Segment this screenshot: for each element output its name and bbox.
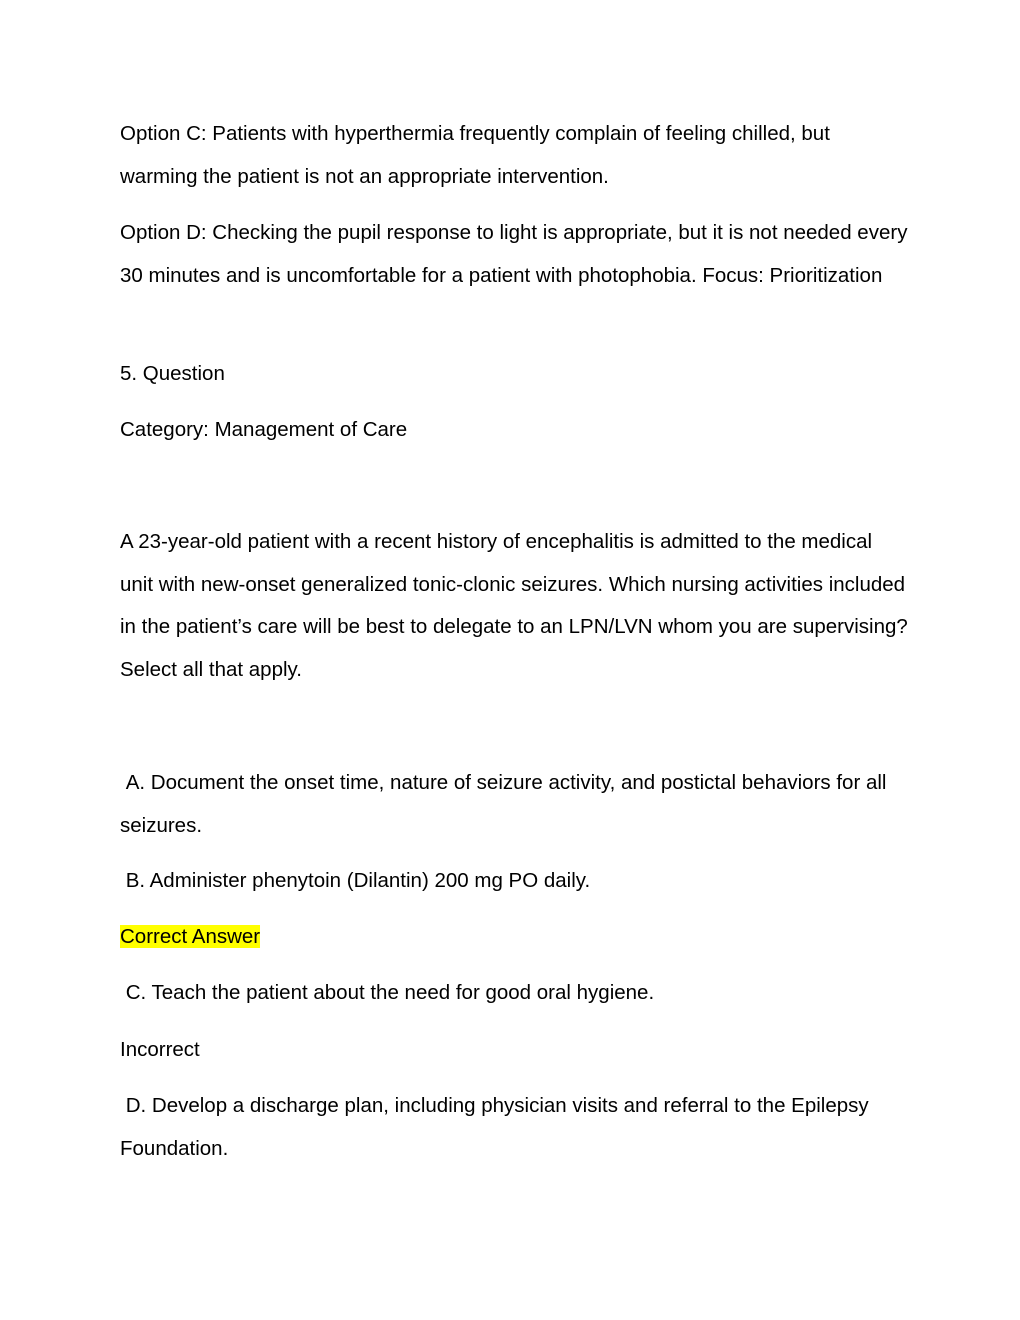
option-c-rationale: Option C: Patients with hyperthermia frequently complain of feeling chilled, but warming the patient is not an appropriate intervention. xyxy=(120,122,830,188)
answer-option-d: D. Develop a discharge plan, including physician visits and referral to the Epilepsy Foundation. xyxy=(120,1094,875,1160)
question-category: Category: Management of Care xyxy=(120,418,408,441)
incorrect-label: Incorrect xyxy=(120,1038,200,1061)
correct-answer-line xyxy=(120,916,910,959)
answer-option-c: C. Teach the patient about the need for good oral hygiene. xyxy=(120,981,655,1004)
question-text: A 23-year-old patient with a recent history of encephalitis is admitted to the medical unit with new-onset generalized tonic-clonic seizures. Which nursing activities included in the patient’s care will be best to delegate to an LPN/LVN whom you are supervising? Select all that apply. xyxy=(120,530,908,681)
option-d-rationale: Option D: Checking the pupil response to light is appropriate, but it is not needed every 30 minutes and is uncomfortable for a patient with photophobia. Focus: Prioritization xyxy=(120,221,908,287)
question-number: 5. Question xyxy=(120,362,225,385)
answer-option-b: B. Administer phenytoin (Dilantin) 200 mg PO daily. xyxy=(120,869,591,892)
correct-answer-label: Correct Answer xyxy=(120,925,261,948)
answer-option-a: A. Document the onset time, nature of seizure activity, and postictal behaviors for all seizures. xyxy=(120,771,893,837)
